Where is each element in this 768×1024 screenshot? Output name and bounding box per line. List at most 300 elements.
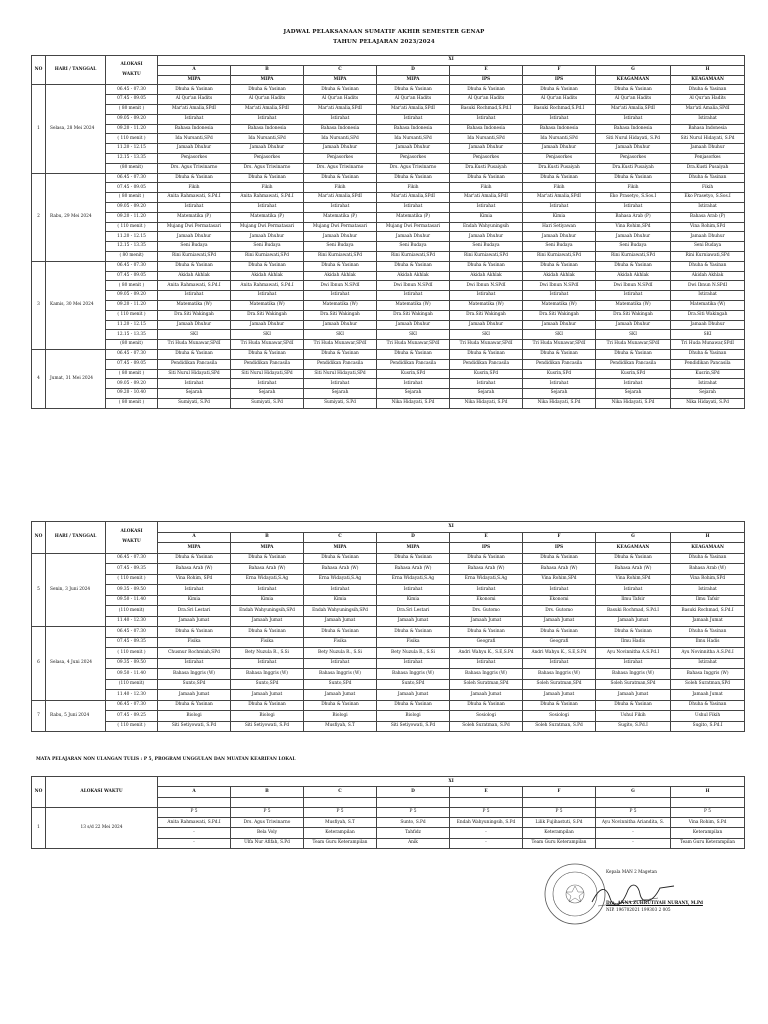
schedule-cell: Penjasorkes (671, 153, 745, 163)
table-row (32, 153, 745, 163)
nonwritten-cell: Keterampilan (671, 828, 745, 838)
schedule-cell: Jamaah Jumat (523, 616, 596, 627)
table-row (32, 232, 745, 242)
header-class-col: A (158, 65, 231, 75)
schedule-cell: Kimia (377, 595, 450, 606)
time-slot: 09.50 - 11.40 (106, 595, 158, 606)
schedule-cell: Jamaah Jumat (158, 616, 231, 627)
nonwritten-cell: Keterampilan (523, 828, 596, 838)
schedule-cell: Dra.Sri Lestari (158, 606, 231, 617)
schedule-cell: Istirahat (231, 379, 304, 389)
schedule-cell: Istirahat (671, 658, 745, 669)
nonwritten-cell: P 5 (304, 807, 377, 817)
schedule-cell: Sumiyati, S.Pd (158, 398, 231, 408)
schedule-cell: Istirahat (231, 202, 304, 212)
schedule-cell: Istirahat (450, 291, 523, 301)
schedule-cell: Sunto,SPd (377, 679, 450, 690)
schedule-cell: Jamaah Dhuhur (596, 320, 671, 330)
header-empty-cell (377, 797, 450, 807)
schedule-cell: Istirahat (158, 658, 231, 669)
schedule-cell: Sumiyati, S.Pd (231, 398, 304, 408)
schedule-cell: Jamaah Dhuhur (596, 232, 671, 242)
nonwritten-cell: Endah Wahyuningsih, S.Pd (450, 818, 523, 828)
schedule-cell: Kusrin,SPd (596, 369, 671, 379)
table-row (32, 271, 745, 281)
header-track-col: MIPA (231, 543, 304, 554)
schedule-cell: Erna Widayati,S.Ag (450, 574, 523, 585)
time-slot: 06.45 - 07.30 (106, 553, 158, 564)
schedule-cell: Bahasa Inggris (W) (231, 669, 304, 680)
schedule-cell: SKI (158, 330, 231, 340)
time-slot: 12.15 - 13.35 (106, 153, 158, 163)
day-number: 6 (32, 627, 46, 701)
schedule-cell: Dwi Ibnun N.SPdI (671, 281, 745, 291)
schedule-cell: Erna Widayati,S.Ag (377, 574, 450, 585)
schedule-cell: Akidah Akhlak (671, 271, 745, 281)
schedule-cell: Nika Hidayati, S.Pd (596, 398, 671, 408)
schedule-cell: Rini Kurniawati,SPd (450, 251, 523, 261)
time-slot: 06.45 - 07.30 (106, 85, 158, 95)
header-empty-cell (304, 797, 377, 807)
day-number: 2 (32, 173, 46, 261)
schedule-cell: Dhuha & Yasinan (671, 173, 745, 183)
time-slot: 06.45 - 07.30 (106, 349, 158, 359)
schedule-cell: Sosiologi (523, 711, 596, 722)
schedule-cell: Dra.Kusti Pusaiyah (671, 163, 745, 173)
schedule-cell: Dwi Ibnun N.SPdI (596, 281, 671, 291)
schedule-cell: Istirahat (304, 658, 377, 669)
schedule-cell: Kimia (523, 212, 596, 222)
schedule-cell: Vina Rohim,SPd (596, 222, 671, 232)
schedule-cell: Istirahat (450, 202, 523, 212)
schedule-cell: Istirahat (377, 291, 450, 301)
schedule-cell: Matematika (W) (304, 300, 377, 310)
schedule-cell: Dra.Siti Wakingah (450, 310, 523, 320)
schedule-cell: Istirahat (596, 585, 671, 596)
time-slot: 07.45 - 09.35 (106, 564, 158, 575)
schedule-cell: Vina Rohim,SPd (671, 222, 745, 232)
schedule-cell: Dwi Ibnun N.SPdI (450, 281, 523, 291)
schedule-cell: Biologi (158, 711, 231, 722)
schedule-cell: Penjasorkes (231, 153, 304, 163)
table-row (32, 163, 745, 173)
schedule-cell: Dra.Siti Wakingah (671, 310, 745, 320)
schedule-cell: Ida Nursanti,SPd (523, 134, 596, 144)
schedule-cell: Kusrin,SPd (671, 369, 745, 379)
schedule-cell: Jamaah Jumat (377, 616, 450, 627)
schedule-cell: Jamaah Dhuhur (377, 144, 450, 154)
schedule-cell: Jamaah Dhuhur (231, 144, 304, 154)
schedule-cell: Dhuha & Yasinan (450, 700, 523, 711)
header-empty-cell (596, 797, 671, 807)
time-slot: 11.20 - 12.15 (106, 320, 158, 330)
header-waktu-label: WAKTU (122, 72, 141, 78)
schedule-cell: Bahasa Arab (W) (523, 564, 596, 575)
header-kelas: XI (158, 777, 745, 787)
schedule-cell: Andri Wahyu K., S.E,S.Pd (523, 648, 596, 659)
schedule-cell: Istirahat (158, 202, 231, 212)
schedule-cell: Dhuha & Yasinan (596, 261, 671, 271)
schedule-cell: Ekonomi (450, 595, 523, 606)
schedule-cell: Dhuha & Yasinan (671, 349, 745, 359)
schedule-cell: Akidah Akhlak (377, 271, 450, 281)
header-class-col: F (523, 787, 596, 797)
table-row (32, 124, 745, 134)
schedule-cell: Mar'ati Amalia,SPdI (377, 104, 450, 114)
schedule-cell: Ushul Fikih (671, 711, 745, 722)
schedule-cell: Dhuha & Yasinan (231, 349, 304, 359)
schedule-cell: Matematika (P) (304, 212, 377, 222)
table-row (32, 564, 745, 575)
header-class-col: F (523, 532, 596, 543)
header-class-col: H (671, 65, 745, 75)
schedule-cell: Istirahat (450, 658, 523, 669)
schedule-cell: Seni Budaya (523, 242, 596, 252)
schedule-cell: Dhuha & Yasinan (450, 553, 523, 564)
schedule-cell: Mujang Dwi Permatasari (377, 222, 450, 232)
table-row (32, 606, 745, 617)
row-number: 1 (32, 807, 46, 848)
schedule-cell: Istirahat (158, 114, 231, 124)
nonwritten-cell: P 5 (671, 807, 745, 817)
schedule-cell: Ilmu Hadis (596, 637, 671, 648)
schedule-cell: Rini Kurniawati,SPd (671, 251, 745, 261)
table-row (32, 658, 745, 669)
schedule-cell: Dhuha & Yasinan (596, 627, 671, 638)
schedule-cell: Istirahat (304, 291, 377, 301)
schedule-cell: Al Qur'an Hadits (671, 95, 745, 105)
schedule-cell: Bahasa Indonesia (377, 124, 450, 134)
schedule-cell: Eko Prasetyo, S.Sos.I (596, 193, 671, 203)
schedule-cell: Drs. Gutomo (523, 606, 596, 617)
schedule-cell: Al Qur'an Hadits (231, 95, 304, 105)
schedule-cell: Bahasa Arab (W) (450, 564, 523, 575)
schedule-cell: SKI (523, 330, 596, 340)
schedule-cell: Sejarah (596, 389, 671, 399)
schedule-cell: Istirahat (304, 379, 377, 389)
schedule-cell: Bahasa Inggris (W) (304, 669, 377, 680)
schedule-cell: Jamaah Jumat (450, 690, 523, 701)
schedule-cell: Jamaah Dhuhur (158, 232, 231, 242)
schedule-cell: Ida Nursanti,SPd (231, 134, 304, 144)
nonwritten-cell: Anik (377, 838, 450, 848)
time-slot: (80 menit) (106, 163, 158, 173)
header-kelas: XI (158, 56, 745, 66)
schedule-cell: Matematika (P) (231, 212, 304, 222)
time-slot: ( 80 menit ) (106, 104, 158, 114)
schedule-cell: Al Qur'an Hadits (523, 95, 596, 105)
time-slot: 11.40 - 12.30 (106, 690, 158, 701)
table-row (32, 95, 745, 105)
schedule-cell: Istirahat (304, 585, 377, 596)
schedule-cell: Dhuha & Yasinan (596, 553, 671, 564)
schedule-cell: Istirahat (158, 291, 231, 301)
schedule-cell: Dhuha & Yasinan (231, 553, 304, 564)
schedule-cell: Dhuha & Yasinan (304, 553, 377, 564)
table-row (32, 104, 745, 114)
schedule-cell: Anita Rahmawati, S.Pd.I (231, 193, 304, 203)
schedule-cell: Dra.Siti Wakingah (596, 310, 671, 320)
table-row (32, 281, 745, 291)
signature-name: Dra. ANNA ZUHRUTIYAH NURANY, M.Pd (606, 900, 703, 905)
schedule-cell: Basuki Rochmad, S.Pd.I (596, 606, 671, 617)
table-row (32, 134, 745, 144)
table-row (32, 369, 745, 379)
table-row (32, 242, 745, 252)
header-track-col: KEAGAMAAN (671, 543, 745, 554)
schedule-cell: Endah Wahyuningsih,SPd (231, 606, 304, 617)
schedule-cell: Istirahat (671, 379, 745, 389)
schedule-cell: Dhuha & Yasinan (231, 85, 304, 95)
header-track-col: IPS (523, 75, 596, 85)
header-track-col: MIPA (377, 543, 450, 554)
schedule-cell: Istirahat (596, 658, 671, 669)
time-slot: 09.35 - 09.50 (106, 585, 158, 596)
schedule-cell: Siti Setiyowati, S.Pd (231, 721, 304, 732)
table-row (32, 585, 745, 596)
schedule-cell: Istirahat (377, 379, 450, 389)
day-number: 7 (32, 700, 46, 732)
time-slot: 07.45 - 09.05 (106, 183, 158, 193)
schedule-cell: Dwi Ibnun N.SPdI (377, 281, 450, 291)
table-row (32, 807, 745, 817)
header-alokasi-label: ALOKASI (120, 528, 143, 534)
schedule-cell: Siti Nurul Hidayati,SPd (158, 369, 231, 379)
schedule-cell: Soleh Suratman,SPd (596, 679, 671, 690)
schedule-cell: Fikih (671, 183, 745, 193)
schedule-cell: Dhuha & Yasinan (304, 85, 377, 95)
schedule-cell: Dhuha & Yasinan (450, 173, 523, 183)
nonwritten-cell: - (158, 828, 231, 838)
schedule-cell: Jamaah Dhuhur (671, 144, 745, 154)
schedule-cell: Bahasa Arab (P) (671, 212, 745, 222)
schedule-cell: Sugito, S.Pd.I (596, 721, 671, 732)
schedule-cell: Mar'ati Amalia,SPdI (450, 193, 523, 203)
table-row (32, 251, 745, 261)
schedule-cell: Dhuha & Yasinan (304, 700, 377, 711)
schedule-cell: Drs. Gutomo (450, 606, 523, 617)
header-track-col: IPS (523, 543, 596, 554)
header-track-col: MIPA (158, 543, 231, 554)
signature-block (540, 858, 740, 938)
schedule-cell: Jamaah Jumat (523, 690, 596, 701)
table-row (32, 648, 745, 659)
schedule-cell: Istirahat (377, 114, 450, 124)
schedule-cell: Anita Rahmawati, S.Pd.I (158, 281, 231, 291)
schedule-cell: Dhuha & Yasinan (158, 553, 231, 564)
nonwritten-cell: P 5 (158, 807, 231, 817)
schedule-cell: Sugito, S.Pd.I (671, 721, 745, 732)
schedule-cell: Basuki Rochmad,S.Pd.I (450, 104, 523, 114)
document-subtitle: TAHUN PELAJARAN 2023/2024 (333, 39, 435, 45)
schedule-cell: Fikih (377, 183, 450, 193)
time-slot: 09.05 - 09.20 (106, 114, 158, 124)
header-alokasi-waktu (106, 56, 158, 85)
schedule-cell: Dhuha & Yasinan (304, 261, 377, 271)
schedule-cell: Seni Budaya (671, 242, 745, 252)
schedule-cell: Kimia (304, 595, 377, 606)
schedule-cell: Al Qur'an Hadits (450, 95, 523, 105)
table-row (32, 700, 745, 711)
header-class-col: B (231, 787, 304, 797)
schedule-cell: Dra.Siti Wakingah (158, 310, 231, 320)
schedule-cell: Jamaah Jumat (671, 616, 745, 627)
schedule-cell: Dra.Kusti Pusaiyah (450, 163, 523, 173)
time-slot: ( 110 menit ) (106, 648, 158, 659)
schedule-cell: Jamaah Dhuhur (596, 144, 671, 154)
schedule-cell: Dhuha & Yasinan (231, 627, 304, 638)
schedule-cell: Dra.Sri Lestari (377, 606, 450, 617)
table-row (32, 212, 745, 222)
schedule-cell: Soleh Suratman,SPd (671, 679, 745, 690)
schedule-cell: Soleh Suratman,SPd (523, 679, 596, 690)
schedule-cell: Bahasa Arab (W) (377, 564, 450, 575)
schedule-cell: Mar'ati Amalia,SPdI (596, 104, 671, 114)
day-date: Selasa, 28 Mei 2024 (46, 85, 106, 173)
schedule-cell: Sunto,SPd (158, 679, 231, 690)
time-slot: 07.45 - 09.25 (106, 711, 158, 722)
table-row (32, 300, 745, 310)
schedule-cell: Dhuha & Yasinan (231, 700, 304, 711)
header-track-col: MIPA (158, 75, 231, 85)
schedule-cell: Siti Nurul Hidayati,SPd (231, 369, 304, 379)
schedule-cell: Dhuha & Yasinan (158, 627, 231, 638)
schedule-cell: Penjasorkes (450, 153, 523, 163)
schedule-cell: Dhuha & Yasinan (596, 85, 671, 95)
schedule-cell: Sunto,SPd (304, 679, 377, 690)
schedule-cell: SKI (671, 330, 745, 340)
schedule-cell: Mar'ati Amalia,SPdI (231, 104, 304, 114)
schedule-cell: Vina Rohim,SPd (596, 574, 671, 585)
schedule-cell: Istirahat (231, 114, 304, 124)
schedule-cell: Penjasorkes (596, 153, 671, 163)
table-row (32, 261, 745, 271)
schedule-cell: Bahasa Arab (W) (231, 564, 304, 575)
schedule-cell: Fikih (450, 183, 523, 193)
schedule-cell: Al Qur'an Hadits (158, 95, 231, 105)
time-slot: 11.20 - 12.15 (106, 232, 158, 242)
schedule-cell: Bahasa Indonesia (304, 124, 377, 134)
schedule-table-1 (31, 55, 745, 409)
schedule-cell: Dhuha & Yasinan (304, 173, 377, 183)
schedule-cell: Rini Kurniawati,SPd (304, 251, 377, 261)
header-class-col: G (596, 65, 671, 75)
header-track-col: KEAGAMAAN (671, 75, 745, 85)
schedule-cell: Tri Huda Munawar,SPdI (523, 340, 596, 350)
schedule-cell: Ida Nursanti,SPd (450, 134, 523, 144)
nonwritten-cell: Ayu Novinnitha Ariandita, S. (596, 818, 671, 828)
time-slot: 12.15 - 13.35 (106, 242, 158, 252)
day-date: Rabu, 29 Mei 2024 (46, 173, 106, 261)
schedule-cell: Sejarah (377, 389, 450, 399)
schedule-cell: Dwi Ibnun N.SPdI (523, 281, 596, 291)
header-class-col: D (377, 787, 450, 797)
schedule-cell: Al Qur'an Hadits (596, 95, 671, 105)
header-class-col: C (304, 65, 377, 75)
schedule-cell: Penjasorkes (377, 153, 450, 163)
schedule-cell: Pendidikan Pancasila (304, 359, 377, 369)
schedule-cell: Pendidikan Pancasila (377, 359, 450, 369)
schedule-cell: Ida Nursanti,SPd (377, 134, 450, 144)
table-row (32, 320, 745, 330)
schedule-cell: Fikih (596, 183, 671, 193)
schedule-cell: Ilmu Tafsir (596, 595, 671, 606)
nonwritten-cell: Bela Voly (231, 828, 304, 838)
schedule-cell: Matematika (W) (671, 300, 745, 310)
schedule-cell: Biologi (304, 711, 377, 722)
schedule-cell: Penjasorkes (304, 153, 377, 163)
nonwritten-cell: - (158, 838, 231, 848)
schedule-cell: Dhuha & Yasinan (523, 349, 596, 359)
table-row (32, 193, 745, 203)
schedule-cell: Matematika (W) (377, 300, 450, 310)
time-slot: 09.05 - 09.20 (106, 291, 158, 301)
nonwritten-cell: P 5 (377, 807, 450, 817)
schedule-cell: Seni Budaya (450, 242, 523, 252)
time-slot: ( 80 menit ) (106, 281, 158, 291)
nonwritten-cell: P 5 (450, 807, 523, 817)
header-alokasi-label: ALOKASI (120, 61, 143, 67)
schedule-cell: Dhuha & Yasinan (231, 173, 304, 183)
schedule-cell: Dhuha & Yasinan (158, 700, 231, 711)
schedule-cell: Jamaah Dhuhur (450, 320, 523, 330)
schedule-cell: Pendidikan Pancasila (450, 359, 523, 369)
schedule-cell: Tri Huda Munawar,SPdI (671, 340, 745, 350)
nonwritten-cell: Drs. Agus Triwinarno (231, 818, 304, 828)
schedule-cell: Bahasa Inggris (W) (377, 669, 450, 680)
schedule-cell: Akidah Akhlak (231, 271, 304, 281)
header-no: NO (32, 777, 46, 808)
schedule-cell: Jamaah Dhuhur (231, 232, 304, 242)
schedule-cell: Jamaah Dhuhur (450, 144, 523, 154)
schedule-cell: Bety Nuzula R., S.Si (377, 648, 450, 659)
schedule-cell: Soleh Suratman, S.Pd (523, 721, 596, 732)
schedule-cell: Bahasa Inggris (W) (158, 669, 231, 680)
table-row (32, 627, 745, 638)
schedule-cell: Jamaah Dhuhur (450, 232, 523, 242)
table-row (32, 330, 745, 340)
schedule-cell: Ida Nursanti,SPd (158, 134, 231, 144)
nonwritten-cell: Musfiyah, S.T (304, 818, 377, 828)
day-date: Rabu, 5 Juni 2024 (46, 700, 106, 732)
schedule-cell: Bahasa Arab (W) (596, 564, 671, 575)
schedule-cell: Ida Nursanti,SPd (304, 134, 377, 144)
schedule-cell: Jamaah Jumat (158, 690, 231, 701)
nonwritten-title: MATA PELAJARAN NON ULANGAN TULIS : P 5, PROGRAM UNGGULAN DAN MUATAN KEARIFAN LOKAL (36, 757, 296, 762)
schedule-cell: Bahasa Arab (W) (671, 564, 745, 575)
schedule-cell: Dra.Kusti Pusaiyah (523, 163, 596, 173)
schedule-cell: Erna Widayati,S.Ag (304, 574, 377, 585)
schedule-cell: Bahasa Inggris (W) (596, 669, 671, 680)
nonwritten-cell: Anita Rahmawati, S.Pd.I (158, 818, 231, 828)
schedule-cell: Seni Budaya (231, 242, 304, 252)
schedule-cell: Dhuha & Yasinan (671, 627, 745, 638)
schedule-cell: Sejarah (671, 389, 745, 399)
table-row (32, 183, 745, 193)
schedule-cell: Bahasa Arab (W) (304, 564, 377, 575)
time-slot: 09.05 - 09.20 (106, 379, 158, 389)
schedule-cell: Jamaah Dhuhur (523, 320, 596, 330)
schedule-cell: Dhuha & Yasinan (671, 700, 745, 711)
schedule-cell: Dra.Siti Wakingah (377, 310, 450, 320)
schedule-cell: Jamaah Jumat (231, 616, 304, 627)
schedule-cell: Jamaah Dhuhur (231, 320, 304, 330)
schedule-cell: Dhuha & Yasinan (523, 261, 596, 271)
time-slot: 06.45 - 07.30 (106, 173, 158, 183)
time-slot: 09.35 - 09.50 (106, 658, 158, 669)
schedule-cell: Pendidikan Pancasila (596, 359, 671, 369)
time-slot: 09.20 - 11.20 (106, 212, 158, 222)
